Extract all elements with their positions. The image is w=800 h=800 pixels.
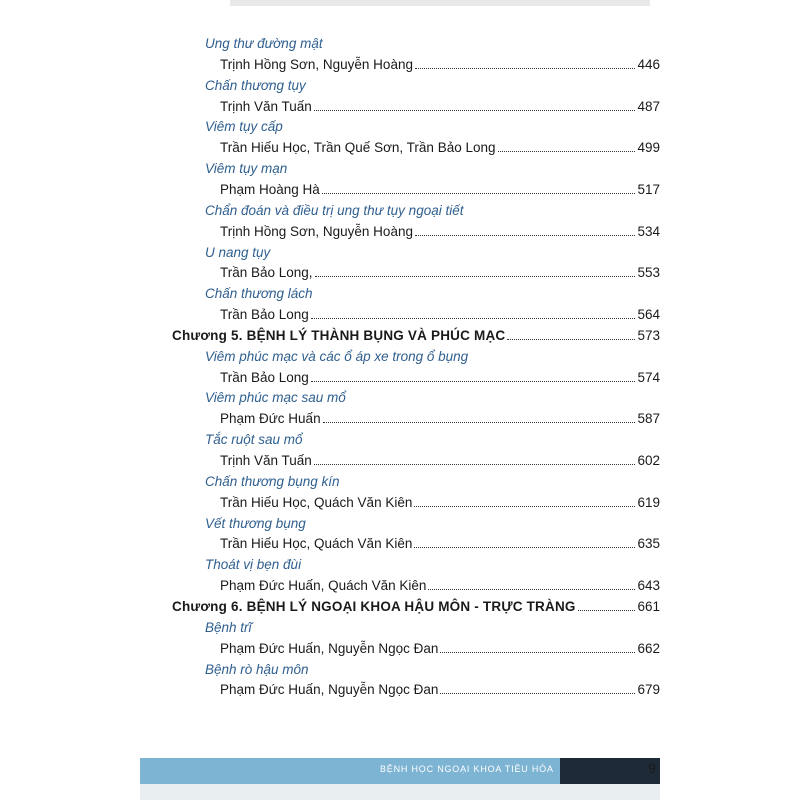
toc-author-row bbox=[0, 222, 800, 242]
section-title-text: Chấn thương bụng kín bbox=[205, 473, 340, 489]
page-ref: 679 bbox=[637, 682, 660, 698]
author-names: Trần Hiếu Học, Trần Quế Sơn, Trần Bảo Long bbox=[220, 140, 496, 156]
toc-section-title bbox=[0, 159, 800, 179]
toc-section-title bbox=[0, 76, 800, 96]
toc-section-title bbox=[0, 347, 800, 367]
author-names: Phạm Đức Huấn, Quách Văn Kiên bbox=[220, 578, 427, 594]
toc-author-row bbox=[0, 451, 800, 471]
toc-author-row bbox=[0, 576, 800, 596]
toc-section-title bbox=[0, 555, 800, 575]
toc-author-row bbox=[0, 263, 800, 283]
section-title-text: Bệnh rò hậu môn bbox=[205, 661, 309, 677]
author-names: Trịnh Hồng Sơn, Nguyễn Hoàng bbox=[220, 223, 413, 239]
toc-section-title bbox=[0, 243, 800, 263]
page-ref: 573 bbox=[637, 327, 660, 343]
toc-section-title bbox=[0, 430, 800, 450]
author-names: Trần Hiếu Học, Quách Văn Kiên bbox=[220, 536, 413, 552]
section-title-text: Viêm tụy mạn bbox=[205, 161, 288, 177]
dot-leader bbox=[428, 576, 635, 590]
section-title-text: Chẩn đoán và điều trị ung thư tụy ngoại tiết bbox=[205, 202, 464, 218]
author-names: Trịnh Văn Tuấn bbox=[220, 453, 312, 468]
section-title-text: U nang tụy bbox=[205, 244, 271, 260]
dot-leader bbox=[322, 180, 636, 194]
dot-leader bbox=[323, 409, 636, 423]
toc-author-row bbox=[0, 493, 800, 513]
author-names: Trịnh Văn Tuấn bbox=[220, 98, 312, 114]
author-names: Phạm Hoàng Hà bbox=[220, 181, 320, 197]
page-top-edge bbox=[230, 0, 650, 6]
dot-leader bbox=[415, 222, 636, 236]
section-title-text: Thoát vị bẹn đùi bbox=[205, 557, 302, 573]
dot-leader bbox=[415, 55, 636, 69]
page-ref: 499 bbox=[637, 140, 660, 156]
page-ref: 574 bbox=[637, 369, 660, 385]
toc-section-title bbox=[0, 117, 800, 137]
chapter-title: Chương 6. BỆNH LÝ NGOẠI KHOA HẬU MÔN - TRỰC TRÀNG bbox=[172, 598, 576, 614]
toc-author-row bbox=[0, 680, 800, 700]
section-title-text: Chấn thương tụy bbox=[205, 77, 306, 93]
toc-chapter-row bbox=[0, 597, 800, 617]
toc-author-row bbox=[0, 305, 800, 325]
footer-book-title: BỆNH HỌC NGOẠI KHOA TIÊU HÓA bbox=[380, 764, 554, 774]
page-bottom-shadow bbox=[140, 784, 660, 800]
toc-author-row bbox=[0, 368, 800, 388]
section-title-text: Viêm tụy cấp bbox=[205, 119, 283, 135]
section-title-text: Viêm phúc mạc và các ổ áp xe trong ổ bụng bbox=[205, 348, 469, 364]
author-names: Trần Bảo Long bbox=[220, 307, 309, 323]
page-ref: 487 bbox=[637, 98, 660, 114]
toc-section-title bbox=[0, 618, 800, 638]
toc-author-row bbox=[0, 409, 800, 429]
page-ref: 587 bbox=[637, 411, 660, 427]
toc-chapter-row bbox=[0, 326, 800, 346]
dot-leader bbox=[311, 368, 636, 382]
author-names: Trần Bảo Long bbox=[220, 369, 309, 385]
page-ref: 661 bbox=[637, 598, 660, 614]
toc-author-row bbox=[0, 55, 800, 75]
page-number: 9 bbox=[648, 760, 656, 776]
toc-section-title bbox=[0, 284, 800, 304]
dot-leader bbox=[440, 680, 635, 694]
dot-leader bbox=[414, 493, 635, 507]
toc-section-title bbox=[0, 514, 800, 534]
toc-section-title bbox=[0, 388, 800, 408]
author-names: Trịnh Hồng Sơn, Nguyễn Hoàng bbox=[220, 56, 413, 72]
dot-leader bbox=[507, 326, 635, 340]
author-names: Trần Bảo Long, bbox=[220, 265, 313, 281]
author-names: Trần Hiếu Học, Quách Văn Kiên bbox=[220, 494, 413, 510]
footer-dark-block bbox=[560, 758, 660, 784]
toc-author-row bbox=[0, 639, 800, 659]
toc-section-title bbox=[0, 201, 800, 221]
chapter-title: Chương 5. BỆNH LÝ THÀNH BỤNG VÀ PHÚC MẠC bbox=[172, 327, 506, 343]
page-ref: 446 bbox=[637, 56, 660, 72]
dot-leader bbox=[498, 138, 636, 152]
author-names: Phạm Đức Huấn, Nguyễn Ngọc Đan bbox=[220, 640, 439, 656]
page-ref: 534 bbox=[637, 223, 660, 239]
page-ref: 635 bbox=[637, 536, 660, 552]
page-ref: 553 bbox=[637, 265, 660, 281]
page-ref: 517 bbox=[637, 181, 660, 197]
section-title-text: Chấn thương lách bbox=[205, 286, 313, 302]
section-title-text: Viêm phúc mạc sau mổ bbox=[205, 390, 346, 406]
section-title-text: Bệnh trĩ bbox=[205, 619, 252, 635]
page-ref: 602 bbox=[637, 453, 660, 468]
dot-leader bbox=[578, 597, 636, 611]
section-title-text: Tắc ruột sau mổ bbox=[205, 432, 303, 448]
dot-leader bbox=[440, 639, 635, 653]
toc-author-row bbox=[0, 180, 800, 200]
toc-section-title bbox=[0, 34, 800, 54]
section-title-text: Ung thư đường mật bbox=[205, 36, 323, 51]
page-ref: 564 bbox=[637, 307, 660, 323]
author-names: Phạm Đức Huấn bbox=[220, 411, 321, 427]
toc-section-title bbox=[0, 472, 800, 492]
page-ref: 662 bbox=[637, 640, 660, 656]
toc-author-row bbox=[0, 534, 800, 554]
dot-leader bbox=[314, 97, 636, 111]
toc-section-title bbox=[0, 660, 800, 680]
author-names: Phạm Đức Huấn, Nguyễn Ngọc Đan bbox=[220, 682, 439, 698]
page-ref: 643 bbox=[637, 578, 660, 594]
section-title-text: Vết thương bụng bbox=[205, 515, 306, 531]
toc-author-row bbox=[0, 97, 800, 117]
dot-leader bbox=[311, 305, 636, 319]
dot-leader bbox=[315, 263, 636, 277]
toc-author-row bbox=[0, 138, 800, 158]
page-ref: 619 bbox=[637, 494, 660, 510]
dot-leader bbox=[414, 534, 635, 548]
dot-leader bbox=[314, 451, 636, 465]
